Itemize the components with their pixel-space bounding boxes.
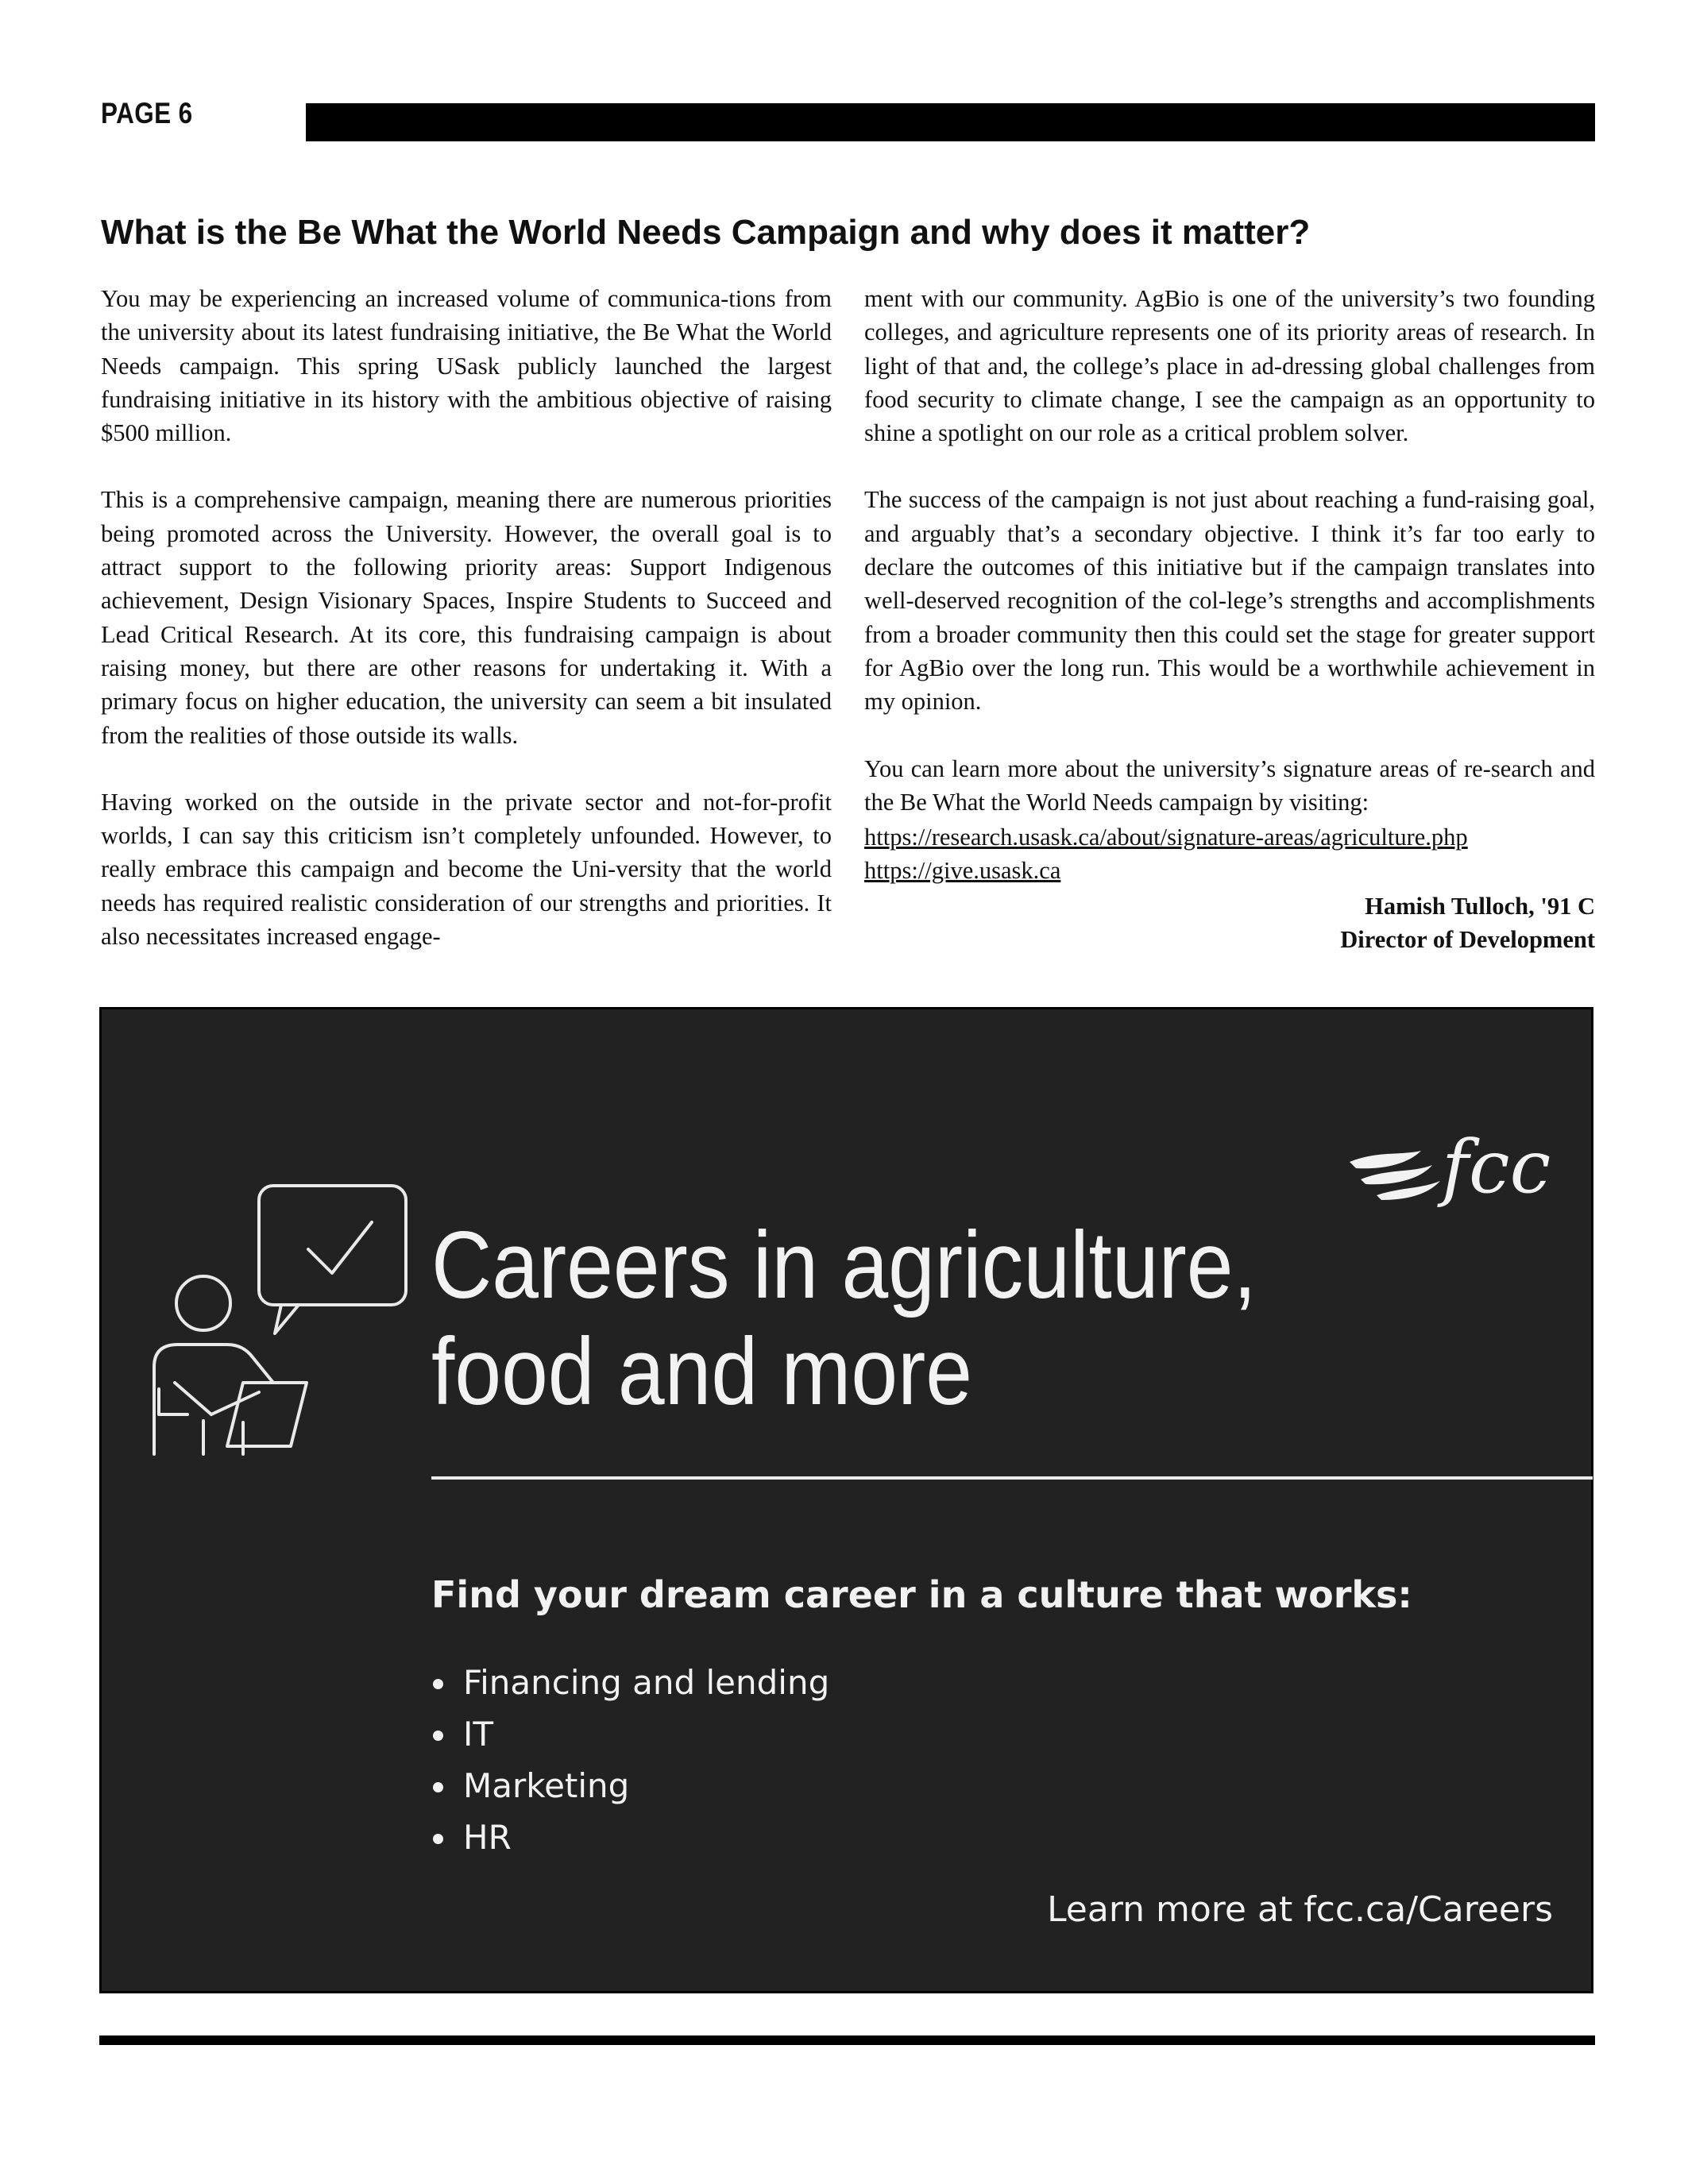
list-item: IT bbox=[431, 1708, 829, 1760]
footer-rule-bar bbox=[99, 2035, 1595, 2045]
ad-subheading: Find your dream career in a culture that works: bbox=[431, 1573, 1412, 1616]
article-left-column bbox=[101, 282, 832, 986]
article-paragraph: You may be experiencing an increased volume of communica-tions from the university about its latest fundraising initiative, the Be What the World Needs campaign. This spring USask publicly launched the largest fundraising initiative in its history with the ambitious objective of raising $500 million. bbox=[101, 285, 832, 447]
article-paragraph: This is a comprehensive campaign, meaning there are numerous priorities being promoted across the University. However, the overall goal is to attract support to the following priority areas: Support Indigenous achievement, Design Visionary Spaces, Inspire Students to Succeed and Lead Critical Research. At its core, this fundraising campaign is about raising money, but there are other reasons for undertaking it. With a primary focus on higher education, the university can seem a bit insulated from the realities of those outside its walls. bbox=[101, 486, 832, 749]
list-item: Financing and lending bbox=[431, 1657, 829, 1708]
fcc-careers-advertisement bbox=[99, 1007, 1593, 1993]
header-rule-bar bbox=[306, 103, 1595, 141]
ad-career-list bbox=[431, 1657, 829, 1863]
author-title: Director of Development bbox=[1340, 926, 1595, 954]
article-paragraph: You can learn more about the university’s signature areas of re-search and the Be What the World Needs campaign by visiting: bbox=[864, 754, 1595, 816]
article-headline: What is the Be What the World Needs Campaign and why does it matter? bbox=[101, 213, 1311, 252]
ad-headline-line1: Careers in agriculture, bbox=[431, 1212, 1257, 1318]
list-item: Marketing bbox=[431, 1760, 829, 1812]
article-paragraph: Having worked on the outside in the private sector and not-for-profit worlds, I can say this criticism isn’t completely unfounded. However, to really embrace this campaign and become the Uni-versity that the world needs has required realistic consideration of our strengths and priorities. It also necessitates increased engage- bbox=[101, 788, 832, 951]
article-right-column bbox=[864, 282, 1595, 956]
article-paragraph: ment with our community. AgBio is one of the university’s two founding colleges, and agriculture represents one of its priority areas of research. In light of that and, the college’s place in ad-dressing global challenges from food security to climate change, I see the campaign as an opportunity to shine a spotlight on our role as a critical problem solver. bbox=[864, 285, 1595, 447]
article-links bbox=[864, 820, 1595, 888]
page-number-label: PAGE 6 bbox=[101, 97, 193, 129]
research-link[interactable]: https://research.usask.ca/about/signature-areas/agriculture.php bbox=[864, 824, 1468, 851]
ad-headline-line2: food and more bbox=[431, 1318, 972, 1425]
ad-call-to-action[interactable]: Learn more at fcc.ca/Careers bbox=[1047, 1889, 1553, 1930]
person-checklist-icon bbox=[140, 1184, 410, 1470]
fcc-logo-text: fcc bbox=[1442, 1127, 1551, 1210]
ad-divider bbox=[431, 1476, 1593, 1480]
author-signature bbox=[864, 889, 1595, 957]
author-name: Hamish Tulloch, '91 C bbox=[1365, 892, 1595, 920]
fcc-logo-icon bbox=[1345, 1127, 1559, 1214]
list-item: HR bbox=[431, 1812, 829, 1863]
give-link[interactable]: https://give.usask.ca bbox=[864, 857, 1061, 885]
article-paragraph: The success of the campaign is not just about reaching a fund-raising goal, and arguably that’s a secondary objective. I think it’s far too early to declare the outcomes of this initiative but if the campaign translates into well-deserved recognition of the col-lege’s strengths and accomplishments from a broader community then this could set the stage for greater support for AgBio over the long run. This would be a worthwhile achievement in my opinion. bbox=[864, 486, 1595, 716]
ad-headline bbox=[431, 1212, 1257, 1425]
